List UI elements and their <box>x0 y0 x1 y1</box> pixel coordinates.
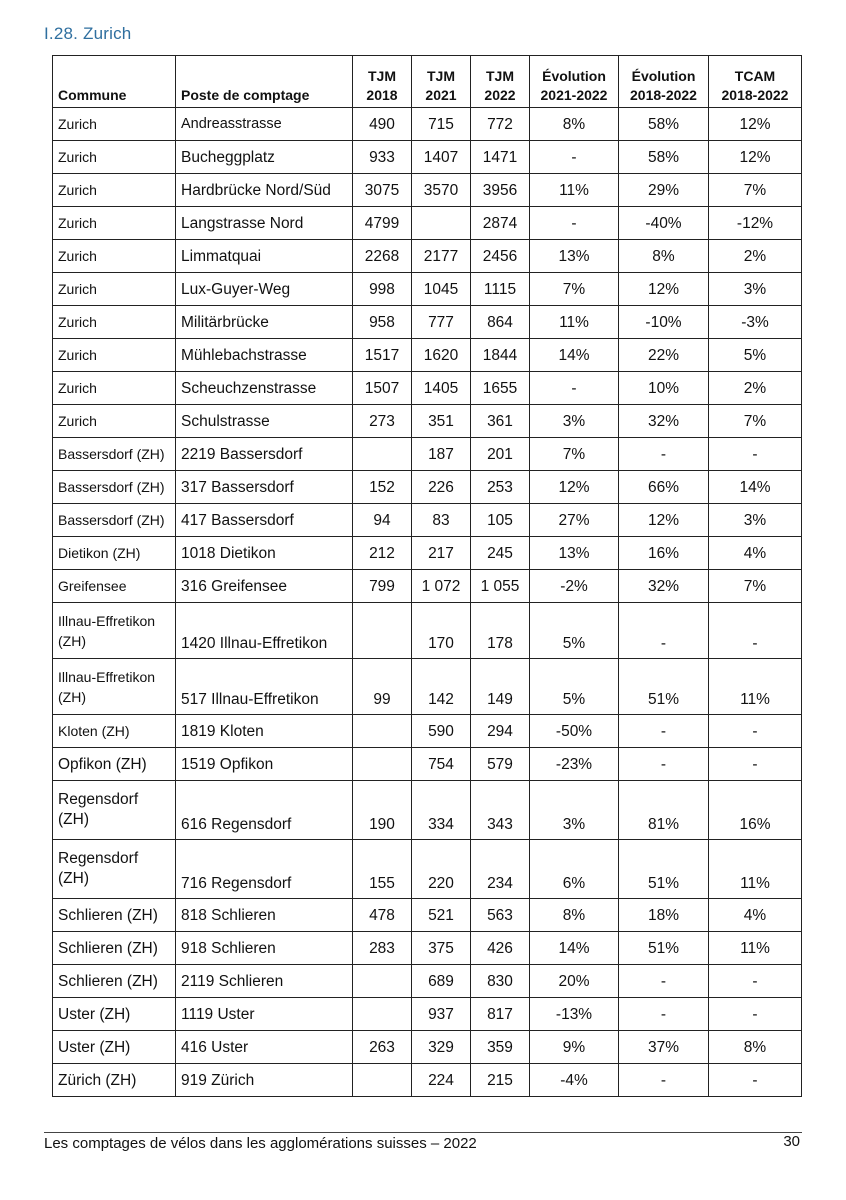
cell-tjm-2021: 754 <box>412 748 471 781</box>
cell-poste: 716 Regensdorf <box>176 840 353 899</box>
cell-evolution-2021-2022: 5% <box>530 659 619 715</box>
header-tjm-2021 <box>412 56 471 108</box>
cell-tjm-2018 <box>353 748 412 781</box>
cell-tjm-2022: 830 <box>471 965 530 998</box>
cell-tcam: 3% <box>709 273 802 306</box>
header-tjm-2018-line2: 2018 <box>366 87 398 103</box>
cell-tcam: 12% <box>709 141 802 174</box>
cell-evolution-2018-2022: -10% <box>619 306 709 339</box>
cell-tjm-2018: 998 <box>353 273 412 306</box>
cell-evolution-2018-2022: - <box>619 438 709 471</box>
cell-evolution-2018-2022: - <box>619 998 709 1031</box>
cell-tcam: 12% <box>709 108 802 141</box>
cell-tjm-2021: 3570 <box>412 174 471 207</box>
cell-tjm-2018: 283 <box>353 932 412 965</box>
table-row <box>53 965 802 998</box>
cell-tjm-2021: 170 <box>412 603 471 659</box>
cell-commune: Uster (ZH) <box>53 998 176 1031</box>
cell-commune: Zürich (ZH) <box>53 1064 176 1097</box>
cell-tjm-2021: 226 <box>412 471 471 504</box>
cell-poste: 1018 Dietikon <box>176 537 353 570</box>
cell-tcam: 7% <box>709 570 802 603</box>
cell-commune: Illnau-Effretikon (ZH) <box>53 659 176 715</box>
section-title: I.28. Zurich <box>44 24 132 43</box>
cell-poste: 818 Schlieren <box>176 899 353 932</box>
cell-evolution-2018-2022: 10% <box>619 372 709 405</box>
cell-tcam: 16% <box>709 781 802 840</box>
cell-tjm-2018: 478 <box>353 899 412 932</box>
cell-tjm-2022: 2874 <box>471 207 530 240</box>
table-row <box>53 405 802 438</box>
cell-poste: 416 Uster <box>176 1031 353 1064</box>
cell-tjm-2018 <box>353 1064 412 1097</box>
table-row <box>53 108 802 141</box>
cell-tcam: -3% <box>709 306 802 339</box>
cell-tjm-2022: 1 055 <box>471 570 530 603</box>
cell-tjm-2021: 937 <box>412 998 471 1031</box>
cell-tjm-2022: 245 <box>471 537 530 570</box>
cell-tjm-2022: 361 <box>471 405 530 438</box>
cell-tjm-2022: 1471 <box>471 141 530 174</box>
cell-tjm-2018: 212 <box>353 537 412 570</box>
cell-evolution-2021-2022: 13% <box>530 537 619 570</box>
cell-tjm-2022: 426 <box>471 932 530 965</box>
table-header-row <box>53 56 802 108</box>
cell-tcam: 11% <box>709 659 802 715</box>
cell-poste: Mühlebachstrasse <box>176 339 353 372</box>
cell-evolution-2021-2022: - <box>530 141 619 174</box>
cell-evolution-2018-2022: 66% <box>619 471 709 504</box>
cell-evolution-2021-2022: 9% <box>530 1031 619 1064</box>
cell-commune: Schlieren (ZH) <box>53 965 176 998</box>
cell-tjm-2022: 817 <box>471 998 530 1031</box>
cell-tjm-2021: 1 072 <box>412 570 471 603</box>
cell-tcam: 11% <box>709 840 802 899</box>
table-row <box>53 1064 802 1097</box>
cell-tjm-2021: 375 <box>412 932 471 965</box>
cell-tcam: - <box>709 438 802 471</box>
cell-tjm-2018: 2268 <box>353 240 412 273</box>
cell-tcam: 4% <box>709 899 802 932</box>
header-evolution-2021-2022-line1: Évolution <box>542 68 606 84</box>
cell-tjm-2018: 1507 <box>353 372 412 405</box>
cell-tcam: -12% <box>709 207 802 240</box>
cell-evolution-2018-2022: 37% <box>619 1031 709 1064</box>
table-row <box>53 659 802 715</box>
cell-tjm-2021: 220 <box>412 840 471 899</box>
table-row <box>53 207 802 240</box>
table-row <box>53 372 802 405</box>
header-tjm-2018 <box>353 56 412 108</box>
cell-tjm-2021 <box>412 207 471 240</box>
cell-evolution-2018-2022: 32% <box>619 570 709 603</box>
cell-commune: Zurich <box>53 273 176 306</box>
table-row <box>53 603 802 659</box>
cell-poste: Bucheggplatz <box>176 141 353 174</box>
header-tcam-line2: 2018-2022 <box>721 87 789 103</box>
cell-commune: Schlieren (ZH) <box>53 932 176 965</box>
cell-tcam: - <box>709 998 802 1031</box>
cell-evolution-2021-2022: - <box>530 372 619 405</box>
cell-commune: Schlieren (ZH) <box>53 899 176 932</box>
cell-evolution-2018-2022: 12% <box>619 504 709 537</box>
cell-commune: Zurich <box>53 207 176 240</box>
cell-commune: Zurich <box>53 141 176 174</box>
header-tjm-2022-line2: 2022 <box>484 87 516 103</box>
cell-evolution-2018-2022: 51% <box>619 659 709 715</box>
cell-tjm-2022: 105 <box>471 504 530 537</box>
cell-tjm-2021: 1620 <box>412 339 471 372</box>
cell-evolution-2018-2022: 81% <box>619 781 709 840</box>
cell-poste: 919 Zürich <box>176 1064 353 1097</box>
cell-tjm-2022: 579 <box>471 748 530 781</box>
table-row <box>53 1031 802 1064</box>
cell-tjm-2021: 187 <box>412 438 471 471</box>
page-number: 30 <box>783 1133 800 1150</box>
cell-tjm-2022: 343 <box>471 781 530 840</box>
table-row <box>53 141 802 174</box>
cell-poste: 317 Bassersdorf <box>176 471 353 504</box>
cell-tjm-2018: 273 <box>353 405 412 438</box>
cell-poste: 1819 Kloten <box>176 715 353 748</box>
cell-tjm-2021: 715 <box>412 108 471 141</box>
cell-poste: Hardbrücke Nord/Süd <box>176 174 353 207</box>
cell-tjm-2022: 178 <box>471 603 530 659</box>
cell-tcam: 2% <box>709 240 802 273</box>
cell-tcam: 14% <box>709 471 802 504</box>
cell-tjm-2018: 99 <box>353 659 412 715</box>
cell-poste: Militärbrücke <box>176 306 353 339</box>
cell-evolution-2018-2022: 22% <box>619 339 709 372</box>
cell-evolution-2021-2022: 13% <box>530 240 619 273</box>
cell-poste: Langstrasse Nord <box>176 207 353 240</box>
cell-evolution-2021-2022: 14% <box>530 932 619 965</box>
cell-commune: Zurich <box>53 174 176 207</box>
cell-tcam: 2% <box>709 372 802 405</box>
cell-evolution-2021-2022: -4% <box>530 1064 619 1097</box>
cell-tjm-2021: 1045 <box>412 273 471 306</box>
cell-evolution-2018-2022: 51% <box>619 932 709 965</box>
cell-tjm-2022: 149 <box>471 659 530 715</box>
cell-tjm-2018: 263 <box>353 1031 412 1064</box>
cell-evolution-2021-2022: 6% <box>530 840 619 899</box>
cell-tjm-2021: 590 <box>412 715 471 748</box>
cell-tjm-2022: 215 <box>471 1064 530 1097</box>
cell-commune: Zurich <box>53 372 176 405</box>
cell-tjm-2021: 1407 <box>412 141 471 174</box>
cell-tjm-2021: 689 <box>412 965 471 998</box>
table-row <box>53 932 802 965</box>
cell-tjm-2018: 958 <box>353 306 412 339</box>
cell-tcam: - <box>709 603 802 659</box>
cell-commune: Uster (ZH) <box>53 1031 176 1064</box>
cell-tcam: 3% <box>709 504 802 537</box>
bike-count-table <box>52 55 802 1097</box>
header-evolution-2021-2022 <box>530 56 619 108</box>
cell-commune: Regensdorf (ZH) <box>53 840 176 899</box>
cell-evolution-2018-2022: 51% <box>619 840 709 899</box>
cell-tjm-2018: 490 <box>353 108 412 141</box>
cell-evolution-2018-2022: 29% <box>619 174 709 207</box>
table-row <box>53 899 802 932</box>
cell-tcam: - <box>709 1064 802 1097</box>
cell-tcam: 8% <box>709 1031 802 1064</box>
table-row <box>53 438 802 471</box>
cell-evolution-2021-2022: 5% <box>530 603 619 659</box>
cell-commune: Opfikon (ZH) <box>53 748 176 781</box>
cell-tjm-2021: 351 <box>412 405 471 438</box>
header-evolution-2021-2022-line2: 2021-2022 <box>540 87 608 103</box>
cell-evolution-2018-2022: 12% <box>619 273 709 306</box>
cell-tjm-2022: 2456 <box>471 240 530 273</box>
cell-poste: Lux-Guyer-Weg <box>176 273 353 306</box>
cell-tjm-2018: 799 <box>353 570 412 603</box>
cell-evolution-2021-2022: 12% <box>530 471 619 504</box>
cell-evolution-2018-2022: 58% <box>619 141 709 174</box>
cell-evolution-2021-2022: 8% <box>530 899 619 932</box>
cell-tjm-2021: 142 <box>412 659 471 715</box>
cell-commune: Bassersdorf (ZH) <box>53 438 176 471</box>
cell-tjm-2022: 294 <box>471 715 530 748</box>
cell-tjm-2022: 864 <box>471 306 530 339</box>
cell-tjm-2018: 152 <box>353 471 412 504</box>
header-evolution-2018-2022-line1: Évolution <box>631 68 696 84</box>
header-tjm-2018-line1: TJM <box>368 68 396 84</box>
cell-tcam: 7% <box>709 405 802 438</box>
table-row <box>53 537 802 570</box>
cell-poste: Andreasstrasse <box>176 108 353 141</box>
cell-tjm-2021: 2177 <box>412 240 471 273</box>
table-row <box>53 471 802 504</box>
cell-commune: Zurich <box>53 240 176 273</box>
cell-tcam: 11% <box>709 932 802 965</box>
table-row <box>53 339 802 372</box>
cell-tjm-2018 <box>353 715 412 748</box>
cell-tjm-2018: 933 <box>353 141 412 174</box>
cell-poste: 918 Schlieren <box>176 932 353 965</box>
cell-tjm-2018: 4799 <box>353 207 412 240</box>
cell-tjm-2018: 94 <box>353 504 412 537</box>
cell-evolution-2018-2022: 18% <box>619 899 709 932</box>
cell-evolution-2018-2022: - <box>619 1064 709 1097</box>
cell-poste: 1519 Opfikon <box>176 748 353 781</box>
cell-evolution-2021-2022: 14% <box>530 339 619 372</box>
cell-tcam: - <box>709 748 802 781</box>
header-tjm-2022-line1: TJM <box>486 68 514 84</box>
cell-tjm-2021: 83 <box>412 504 471 537</box>
table-row <box>53 174 802 207</box>
footer-divider <box>44 1132 802 1133</box>
cell-tjm-2018: 3075 <box>353 174 412 207</box>
cell-tjm-2022: 1115 <box>471 273 530 306</box>
table-row <box>53 840 802 899</box>
cell-tcam: 7% <box>709 174 802 207</box>
cell-poste: 616 Regensdorf <box>176 781 353 840</box>
cell-commune: Zurich <box>53 306 176 339</box>
cell-poste: 1420 Illnau-Effretikon <box>176 603 353 659</box>
cell-tjm-2022: 359 <box>471 1031 530 1064</box>
cell-tjm-2022: 253 <box>471 471 530 504</box>
cell-poste: 1119 Uster <box>176 998 353 1031</box>
cell-poste: Limmatquai <box>176 240 353 273</box>
table-row <box>53 570 802 603</box>
table-row <box>53 715 802 748</box>
cell-tjm-2018 <box>353 438 412 471</box>
cell-commune: Bassersdorf (ZH) <box>53 471 176 504</box>
header-evolution-2018-2022-line2: 2018-2022 <box>630 87 697 103</box>
cell-evolution-2021-2022: 7% <box>530 273 619 306</box>
cell-tcam: 4% <box>709 537 802 570</box>
cell-poste: 2119 Schlieren <box>176 965 353 998</box>
cell-commune: Dietikon (ZH) <box>53 537 176 570</box>
cell-poste: 316 Greifensee <box>176 570 353 603</box>
cell-evolution-2021-2022: 11% <box>530 174 619 207</box>
cell-tjm-2018 <box>353 603 412 659</box>
cell-poste: 417 Bassersdorf <box>176 504 353 537</box>
header-commune: Commune <box>53 56 176 108</box>
cell-tjm-2022: 1844 <box>471 339 530 372</box>
cell-tjm-2022: 772 <box>471 108 530 141</box>
cell-evolution-2018-2022: - <box>619 603 709 659</box>
header-evolution-2018-2022 <box>619 56 709 108</box>
cell-evolution-2021-2022: 27% <box>530 504 619 537</box>
cell-evolution-2021-2022: - <box>530 207 619 240</box>
cell-tjm-2018: 1517 <box>353 339 412 372</box>
cell-tjm-2021: 334 <box>412 781 471 840</box>
cell-tjm-2018: 155 <box>353 840 412 899</box>
cell-poste: Schulstrasse <box>176 405 353 438</box>
cell-tjm-2021: 777 <box>412 306 471 339</box>
cell-evolution-2021-2022: -50% <box>530 715 619 748</box>
cell-commune: Bassersdorf (ZH) <box>53 504 176 537</box>
cell-tjm-2018 <box>353 965 412 998</box>
cell-evolution-2018-2022: -40% <box>619 207 709 240</box>
cell-commune: Greifensee <box>53 570 176 603</box>
header-tjm-2021-line1: TJM <box>427 68 455 84</box>
cell-commune: Zurich <box>53 108 176 141</box>
cell-evolution-2021-2022: 7% <box>530 438 619 471</box>
cell-tjm-2022: 201 <box>471 438 530 471</box>
header-tjm-2022 <box>471 56 530 108</box>
cell-commune: Regensdorf (ZH) <box>53 781 176 840</box>
cell-evolution-2018-2022: 8% <box>619 240 709 273</box>
cell-evolution-2018-2022: 32% <box>619 405 709 438</box>
cell-tcam: - <box>709 965 802 998</box>
cell-evolution-2018-2022: - <box>619 748 709 781</box>
cell-evolution-2021-2022: 11% <box>530 306 619 339</box>
table-row <box>53 748 802 781</box>
table-row <box>53 504 802 537</box>
cell-tjm-2021: 224 <box>412 1064 471 1097</box>
cell-tjm-2022: 1655 <box>471 372 530 405</box>
cell-tjm-2022: 3956 <box>471 174 530 207</box>
cell-tjm-2021: 521 <box>412 899 471 932</box>
cell-evolution-2018-2022: 58% <box>619 108 709 141</box>
cell-tjm-2022: 563 <box>471 899 530 932</box>
header-tcam-line1: TCAM <box>734 68 776 84</box>
table-row <box>53 240 802 273</box>
table-row <box>53 781 802 840</box>
cell-evolution-2018-2022: - <box>619 715 709 748</box>
cell-evolution-2021-2022: 3% <box>530 781 619 840</box>
cell-commune: Zurich <box>53 405 176 438</box>
footer-document-title: Les comptages de vélos dans les agglomérations suisses – 2022 <box>44 1135 477 1152</box>
table-row <box>53 306 802 339</box>
cell-evolution-2021-2022: -2% <box>530 570 619 603</box>
cell-evolution-2021-2022: -23% <box>530 748 619 781</box>
cell-evolution-2021-2022: 20% <box>530 965 619 998</box>
cell-evolution-2021-2022: -13% <box>530 998 619 1031</box>
header-poste-de-comptage: Poste de comptage <box>176 56 353 108</box>
cell-commune: Zurich <box>53 339 176 372</box>
cell-tcam: - <box>709 715 802 748</box>
cell-evolution-2021-2022: 8% <box>530 108 619 141</box>
header-tjm-2021-line2: 2021 <box>425 87 457 103</box>
cell-poste: Scheuchzenstrasse <box>176 372 353 405</box>
header-tcam-2018-2022 <box>709 56 802 108</box>
cell-tjm-2021: 329 <box>412 1031 471 1064</box>
cell-evolution-2021-2022: 3% <box>530 405 619 438</box>
cell-poste: 517 Illnau-Effretikon <box>176 659 353 715</box>
cell-commune: Illnau-Effretikon (ZH) <box>53 603 176 659</box>
cell-evolution-2018-2022: - <box>619 965 709 998</box>
table-row <box>53 998 802 1031</box>
cell-evolution-2018-2022: 16% <box>619 537 709 570</box>
cell-tjm-2018 <box>353 998 412 1031</box>
cell-commune: Kloten (ZH) <box>53 715 176 748</box>
cell-tjm-2021: 1405 <box>412 372 471 405</box>
table-row <box>53 273 802 306</box>
cell-tcam: 5% <box>709 339 802 372</box>
cell-tjm-2021: 217 <box>412 537 471 570</box>
cell-tjm-2018: 190 <box>353 781 412 840</box>
cell-poste: 2219 Bassersdorf <box>176 438 353 471</box>
cell-tjm-2022: 234 <box>471 840 530 899</box>
